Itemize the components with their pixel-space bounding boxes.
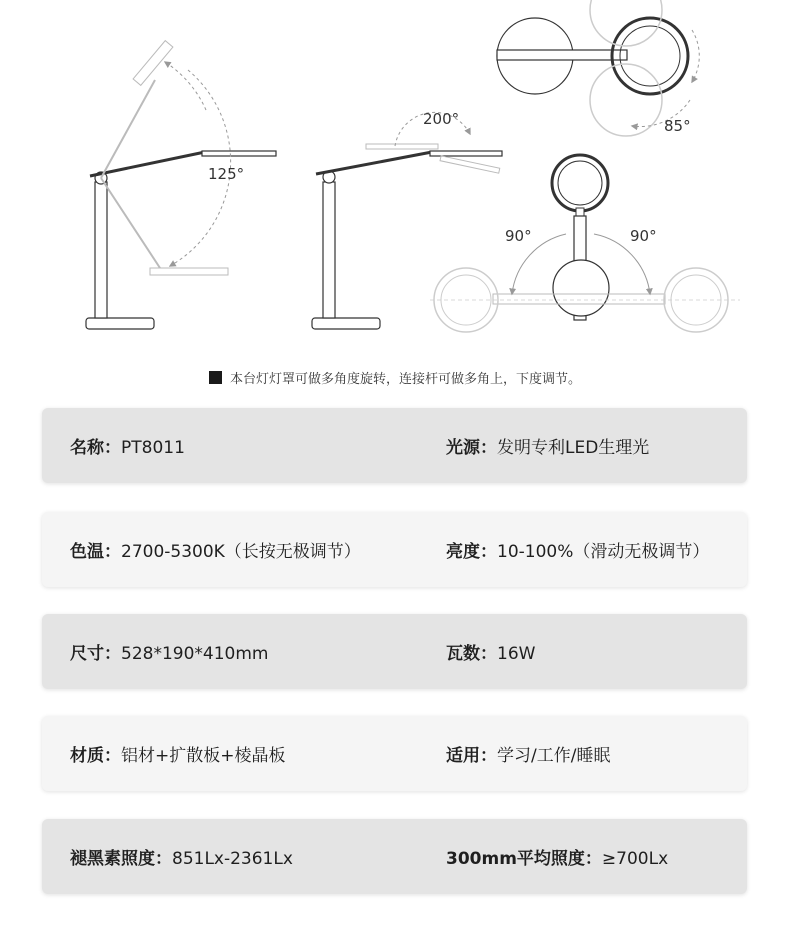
angle-label-90-right: 90°: [630, 227, 657, 245]
spec-label: 材质：: [70, 746, 121, 766]
angle-label-200: 200°: [423, 110, 460, 128]
spec-label: 名称：: [70, 438, 121, 458]
spec-usage: [446, 741, 610, 766]
spec-label: 适用：: [446, 746, 497, 766]
spec-average-illuminance: [446, 844, 668, 869]
angle-label-90-left: 90°: [505, 227, 532, 245]
spec-row-name: [42, 408, 747, 483]
lamp-rotation-diagrams: [0, 0, 790, 340]
spec-material: [70, 741, 286, 766]
angle-label-125: 125°: [208, 165, 245, 183]
lamp-arm-rotate-diagram: [312, 110, 502, 329]
spec-value: 528*190*410mm: [121, 644, 269, 664]
spec-label: 尺寸：: [70, 644, 121, 664]
spec-value: 16W: [497, 644, 536, 664]
spec-wattage: [446, 639, 535, 664]
lamp-diagrams-svg: [0, 0, 790, 340]
angle-label-85: 85°: [664, 117, 691, 135]
ring-rotate-diagram: [497, 0, 699, 136]
caption-text: 本台灯灯罩可做多角度旋转，连接杆可做多角上，下度调节。: [229, 372, 581, 387]
swing-diagram: [430, 155, 740, 332]
spec-brightness: [446, 537, 709, 562]
spec-label: 色温：: [70, 542, 121, 562]
bullet-square-icon: [209, 371, 222, 384]
spec-label: 亮度：: [446, 542, 497, 562]
lamp-tilt-diagram: [86, 41, 276, 329]
spec-row-color-temp: [42, 512, 747, 587]
spec-label: 300mm平均照度：: [446, 849, 602, 869]
spec-value: 铝材+扩散板+棱晶板: [121, 746, 286, 766]
spec-light-source: [446, 433, 649, 458]
spec-value: PT8011: [121, 438, 185, 458]
spec-row-size: [42, 614, 747, 689]
spec-row-material: [42, 716, 747, 791]
spec-label: 瓦数：: [446, 644, 497, 664]
spec-color-temp: [70, 537, 361, 562]
spec-melatonin-illuminance: [70, 844, 293, 869]
spec-row-illuminance: [42, 819, 747, 894]
spec-value: 851Lx-2361Lx: [172, 849, 293, 869]
spec-label: 光源：: [446, 438, 497, 458]
spec-value: 10-100%（滑动无极调节）: [497, 542, 710, 562]
spec-value: 2700-5300K（长按无极调节）: [121, 542, 361, 562]
diagram-caption: [0, 368, 790, 387]
spec-value: 学习/工作/睡眠: [497, 746, 611, 766]
spec-size: [70, 639, 268, 664]
spec-label: 褪黑素照度：: [70, 849, 172, 869]
spec-value: ≥700Lx: [601, 849, 669, 869]
spec-value: 发明专利LED生理光: [497, 438, 650, 458]
spec-name: [70, 433, 185, 458]
